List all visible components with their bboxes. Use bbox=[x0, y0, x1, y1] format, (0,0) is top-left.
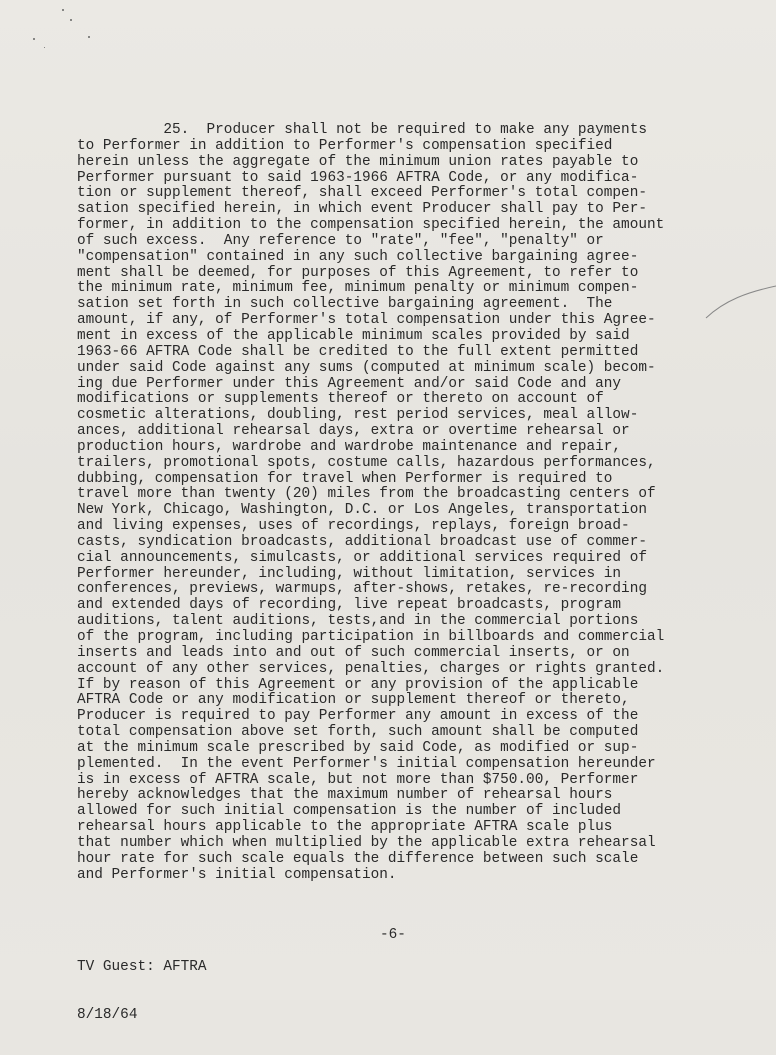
text-line: account of any other services, penalties, charges or rights granted. bbox=[77, 660, 665, 677]
footer-date: 8/18/64 bbox=[77, 1007, 138, 1023]
text-line: 1963-66 AFTRA Code shall be credited to the full extent permitted bbox=[77, 343, 639, 360]
text-line: If by reason of this Agreement or any provision of the applicable bbox=[77, 676, 639, 693]
text-line: amount, if any, of Performer's total compensation under this Agree- bbox=[77, 312, 656, 329]
text-line: cial announcements, simulcasts, or additional services required of bbox=[77, 549, 647, 566]
text-line: New York, Chicago, Washington, D.C. or Los Angeles, transportation bbox=[77, 502, 647, 519]
page-number: -6- bbox=[380, 927, 406, 943]
text-line: rehearsal hours applicable to the appropriate AFTRA scale plus bbox=[77, 819, 613, 836]
text-line: is in excess of AFTRA scale, but not more than $750.00, Performer bbox=[77, 771, 639, 788]
text-line: and extended days of recording, live repeat broadcasts, program bbox=[77, 597, 622, 614]
text-line: trailers, promotional spots, costume calls, hazardous performances, bbox=[77, 454, 656, 471]
text-line: ment shall be deemed, for purposes of this Agreement, to refer to bbox=[77, 264, 639, 281]
text-line: the minimum rate, minimum fee, minimum penalty or minimum compen- bbox=[77, 280, 639, 297]
text-line: and living expenses, uses of recordings, replays, foreign broad- bbox=[77, 518, 630, 535]
text-line: plemented. In the event Performer's initial compensation hereunder bbox=[77, 755, 656, 772]
text-line: at the minimum scale prescribed by said Code, as modified or sup- bbox=[77, 739, 639, 756]
paper-speck bbox=[44, 47, 45, 48]
text-line: Producer is required to pay Performer any amount in excess of the bbox=[77, 708, 639, 725]
text-line: ances, additional rehearsal days, extra or overtime rehearsal or bbox=[77, 423, 630, 440]
text-line: under said Code against any sums (computed at minimum scale) becom- bbox=[77, 359, 656, 376]
text-line: of such excess. Any reference to "rate", "fee", "penalty" or bbox=[77, 232, 604, 249]
contract-paragraph-25 bbox=[77, 123, 737, 884]
text-line: ing due Performer under this Agreement and/or said Code and any bbox=[77, 375, 622, 392]
text-line: dubbing, compensation for travel when Performer is required to bbox=[77, 470, 613, 487]
text-line: former, in addition to the compensation specified herein, the amount bbox=[77, 217, 665, 234]
text-line: conferences, previews, warmups, after-shows, retakes, re-recording bbox=[77, 581, 647, 598]
text-line: of the program, including participation in billboards and commercial bbox=[77, 629, 665, 645]
text-line: modifications or supplements thereof or thereto on account of bbox=[77, 391, 604, 408]
text-line: casts, syndication broadcasts, additional broadcast use of commer- bbox=[77, 533, 647, 550]
text-line: 25. Producer shall not be required to make any payments bbox=[77, 122, 647, 138]
text-line: "compensation" contained in any such collective bargaining agree- bbox=[77, 248, 639, 265]
text-line: travel more than twenty (20) miles from the broadcasting centers of bbox=[77, 486, 656, 503]
document-footer bbox=[77, 927, 207, 1055]
text-line: hereby acknowledges that the maximum number of rehearsal hours bbox=[77, 787, 613, 804]
text-line: to Performer in addition to Performer's compensation specified bbox=[77, 137, 613, 154]
text-line: hour rate for such scale equals the difference between such scale bbox=[77, 850, 639, 867]
text-line: sation set forth in such collective bargaining agreement. The bbox=[77, 296, 613, 313]
paper-speck bbox=[62, 9, 64, 11]
text-line: Performer pursuant to said 1963-1966 AFTRA Code, or any modifica- bbox=[77, 169, 639, 186]
text-line: herein unless the aggregate of the minimum union rates payable to bbox=[77, 153, 639, 170]
text-line: production hours, wardrobe and wardrobe maintenance and repair, bbox=[77, 438, 622, 455]
text-line: auditions, talent auditions, tests,and in the commercial portions bbox=[77, 613, 639, 630]
text-line: AFTRA Code or any modification or supplement thereof or thereto, bbox=[77, 692, 630, 709]
text-line: ment in excess of the applicable minimum scales provided by said bbox=[77, 327, 630, 344]
paper-speck bbox=[70, 19, 72, 21]
text-line: and Performer's initial compensation. bbox=[77, 866, 397, 883]
text-line: sation specified herein, in which event Producer shall pay to Per- bbox=[77, 201, 647, 218]
paper-speck bbox=[33, 38, 35, 40]
text-line: allowed for such initial compensation is the number of included bbox=[77, 803, 622, 820]
footer-doc-label: TV Guest: AFTRA bbox=[77, 959, 207, 975]
text-line: inserts and leads into and out of such commercial inserts, or on bbox=[77, 644, 630, 661]
paper-speck bbox=[88, 36, 90, 38]
text-line: total compensation above set forth, such amount shall be computed bbox=[77, 724, 639, 741]
text-line: that number which when multiplied by the applicable extra rehearsal bbox=[77, 834, 656, 851]
text-line: tion or supplement thereof, shall exceed Performer's total compen- bbox=[77, 185, 647, 202]
text-line: cosmetic alterations, doubling, rest period services, meal allow- bbox=[77, 407, 639, 424]
text-line: Performer hereunder, including, without limitation, services in bbox=[77, 565, 622, 582]
